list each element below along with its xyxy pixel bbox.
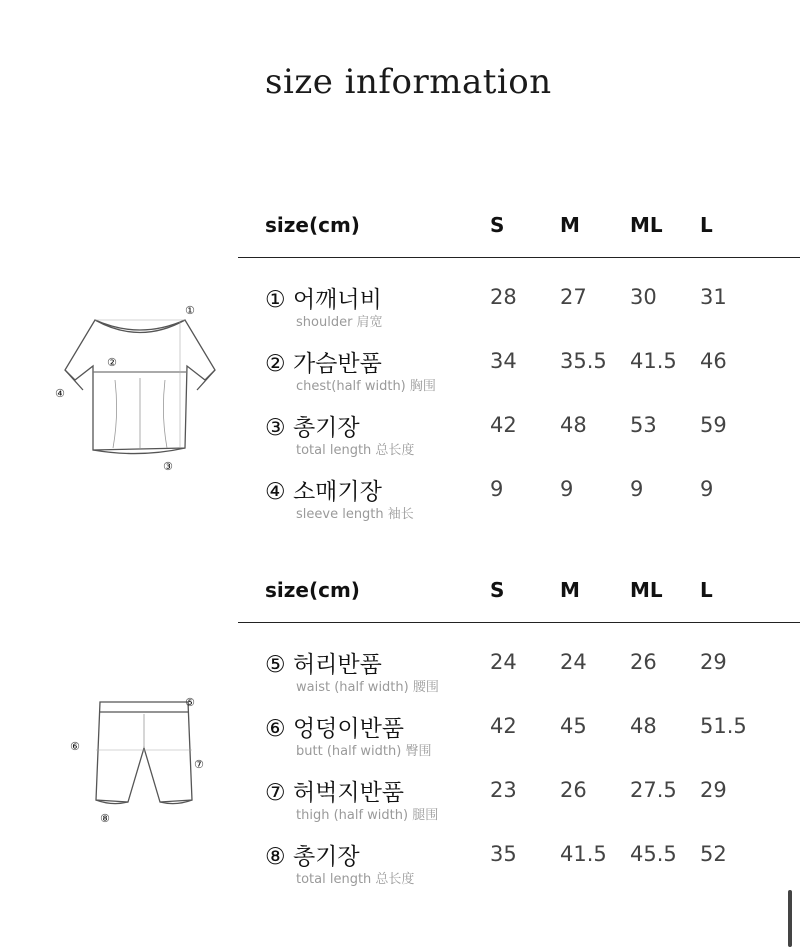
- table-row: [0, 273, 800, 337]
- marker-3: ③: [163, 460, 173, 473]
- row-subtitle: shoulder 肩宽: [296, 315, 383, 330]
- value-l: 29: [700, 778, 727, 802]
- header-size-l: L: [700, 213, 713, 237]
- value-ml: 26: [630, 650, 657, 674]
- value-s: 42: [490, 413, 517, 437]
- value-l: 46: [700, 349, 727, 373]
- marker-4: ④: [55, 387, 65, 400]
- top-size-table: [0, 205, 800, 522]
- value-s: 9: [490, 477, 504, 501]
- page-title: size information: [265, 62, 552, 102]
- header-size-s: S: [490, 213, 505, 237]
- value-m: 35.5: [560, 349, 607, 373]
- header-size-m: M: [560, 578, 580, 602]
- header-size-l: L: [700, 578, 713, 602]
- value-m: 41.5: [560, 842, 607, 866]
- table-row: [0, 401, 800, 465]
- value-ml: 41.5: [630, 349, 677, 373]
- value-m: 48: [560, 413, 587, 437]
- table-row: [0, 702, 800, 766]
- row-subtitle: chest(half width) 胸围: [296, 379, 436, 394]
- value-l: 52: [700, 842, 727, 866]
- value-ml: 9: [630, 477, 644, 501]
- header-divider: [238, 257, 800, 258]
- row-subtitle: total length 总长度: [296, 443, 415, 458]
- row-name: ② 가슴반품: [265, 351, 382, 377]
- value-ml: 45.5: [630, 842, 677, 866]
- value-s: 24: [490, 650, 517, 674]
- row-name: ⑥ 엉덩이반품: [265, 716, 405, 742]
- value-m: 45: [560, 714, 587, 738]
- value-ml: 48: [630, 714, 657, 738]
- value-s: 23: [490, 778, 517, 802]
- value-s: 34: [490, 349, 517, 373]
- value-ml: 30: [630, 285, 657, 309]
- header-size-ml: ML: [630, 578, 663, 602]
- value-m: 27: [560, 285, 587, 309]
- row-name: ③ 총기장: [265, 415, 360, 441]
- value-m: 26: [560, 778, 587, 802]
- table-row: [0, 337, 800, 401]
- marker-8: ⑧: [100, 812, 110, 825]
- marker-6: ⑥: [70, 740, 80, 753]
- table-row: [0, 830, 800, 894]
- row-subtitle: waist (half width) 腰围: [296, 680, 439, 695]
- value-ml: 53: [630, 413, 657, 437]
- value-s: 28: [490, 285, 517, 309]
- row-name: ④ 소매기장: [265, 479, 382, 505]
- marker-5: ⑤: [185, 696, 195, 709]
- row-subtitle: thigh (half width) 腿围: [296, 808, 439, 823]
- table-row: [0, 638, 800, 702]
- header-label: size(cm): [265, 213, 360, 237]
- header-size-m: M: [560, 213, 580, 237]
- value-l: 51.5: [700, 714, 747, 738]
- table-row: [0, 465, 800, 529]
- row-name: ⑧ 총기장: [265, 844, 360, 870]
- header-size-s: S: [490, 578, 505, 602]
- marker-7: ⑦: [194, 758, 204, 771]
- row-name: ① 어깨너비: [265, 287, 382, 313]
- value-l: 29: [700, 650, 727, 674]
- row-name: ⑤ 허리반품: [265, 652, 382, 678]
- header-size-ml: ML: [630, 213, 663, 237]
- row-subtitle: sleeve length 袖长: [296, 507, 414, 522]
- header-label: size(cm): [265, 578, 360, 602]
- row-name: ⑦ 허벅지반품: [265, 780, 405, 806]
- value-m: 9: [560, 477, 574, 501]
- value-l: 31: [700, 285, 727, 309]
- bottom-size-table: [0, 570, 800, 887]
- row-subtitle: butt (half width) 臀围: [296, 744, 432, 759]
- row-subtitle: total length 总长度: [296, 872, 415, 887]
- table-row: [0, 766, 800, 830]
- marker-2: ②: [107, 356, 117, 369]
- table-header: [0, 570, 800, 615]
- scrollbar[interactable]: [788, 890, 792, 947]
- value-s: 42: [490, 714, 517, 738]
- table-header: [0, 205, 800, 250]
- value-l: 59: [700, 413, 727, 437]
- value-m: 24: [560, 650, 587, 674]
- header-divider: [238, 622, 800, 623]
- value-ml: 27.5: [630, 778, 677, 802]
- value-s: 35: [490, 842, 517, 866]
- value-l: 9: [700, 477, 714, 501]
- marker-1: ①: [185, 304, 195, 317]
